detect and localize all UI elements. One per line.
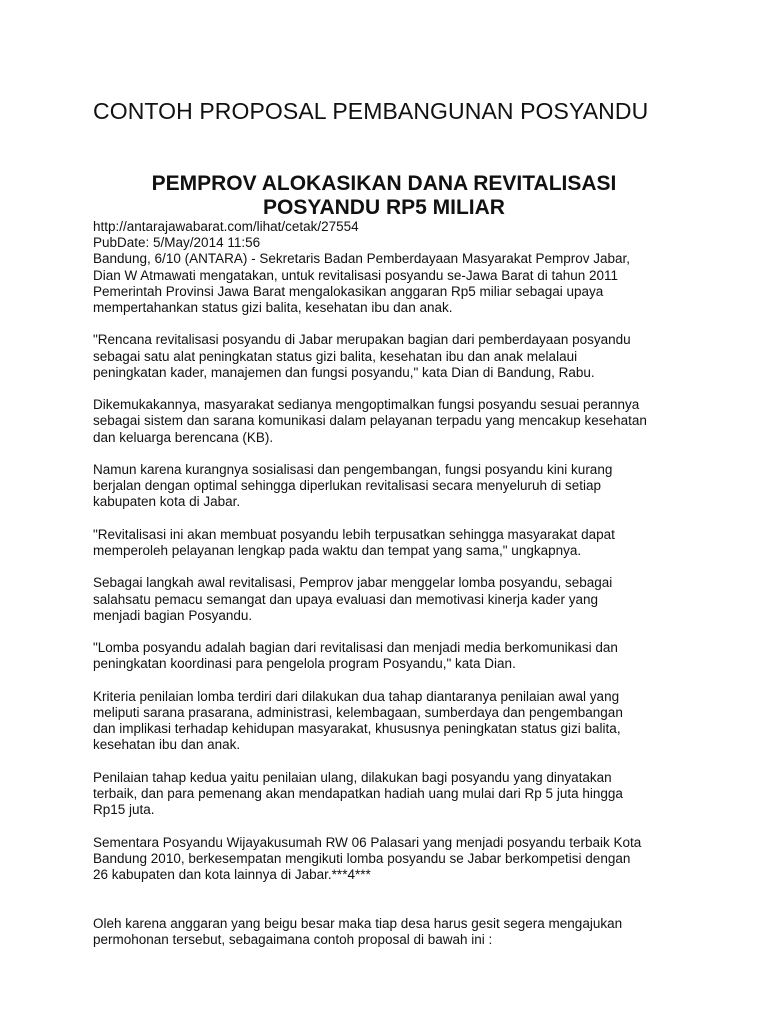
headline-line: POSYANDU RP5 MILIAR — [263, 196, 505, 219]
pubdate-line: PubDate: 5/May/2014 11:56 — [93, 235, 261, 251]
text-line: meliputi sarana prasarana, administrasi, kelembagaan, sumberdaya dan pengembangan — [93, 704, 623, 720]
text-line: mempertahankan status gizi balita, kesehatan ibu dan anak. — [93, 300, 453, 316]
text-line: permohonan tersebut, sebagaimana contoh proposal di bawah ini : — [93, 931, 493, 947]
paragraph — [93, 397, 683, 446]
text-line: dan implikasi terhadap kehidupan masyarakat, khususnya peningkatan status gizi balita, — [93, 721, 621, 737]
text-line: dan keluarga berencana (KB). — [93, 429, 274, 445]
text-line: sebagai satu alat peningkatan status gizi balita, kesehatan ibu dan anak melalaui — [93, 348, 578, 364]
text-line: memperoleh pelayanan lengkap pada waktu dan tempat yang sama," ungkapnya. — [93, 543, 582, 558]
paragraph-closing — [93, 916, 683, 948]
text-line: menjadi bagian Posyandu. — [93, 607, 253, 623]
text-line: 26 kabupaten dan kota lainnya di Jabar.***4*** — [93, 866, 371, 882]
text-line: "Revitalisasi ini akan membuat posyandu lebih terpusatkan sehingga masyarakat dapat — [93, 526, 615, 542]
text-line: Bandung 2010, berkesempatan mengikuti lomba posyandu se Jabar berkompetisi dengan — [93, 850, 631, 866]
text-line: peningkatan koordinasi para pengelola program Posyandu," kata Dian. — [93, 656, 516, 672]
paragraph — [93, 332, 683, 381]
headline-line: PEMPROV ALOKASIKAN DANA REVITALISASI — [151, 172, 617, 195]
document-title: CONTOH PROPOSAL PEMBANGUNAN POSYANDU — [93, 98, 649, 124]
paragraph — [93, 462, 683, 511]
text-line: Namun karena kurangnya sosialisasi dan pengembangan, fungsi posyandu kini kurang — [93, 462, 613, 477]
paragraph — [93, 575, 683, 624]
text-line: Rp15 juta. — [93, 802, 155, 818]
paragraph — [93, 689, 683, 754]
text-line: kesehatan ibu dan anak. — [93, 737, 241, 753]
paragraph-source-and-intro — [93, 219, 683, 316]
text-line: peningkatan kader, manajemen dan fungsi posyandu," kata Dian di Bandung, Rabu. — [93, 364, 595, 380]
text-line: Dian W Atmawati mengatakan, untuk revitalisasi posyandu se-Jawa Barat di tahun 2011 — [93, 267, 619, 283]
text-line: Kriteria penilaian lomba terdiri dari dilakukan dua tahap diantaranya penilaian awal yang — [93, 688, 620, 704]
paragraph — [93, 527, 683, 559]
text-line: Pemerintah Provinsi Jawa Barat mengalokasikan anggaran Rp5 miliar sebagai upaya — [93, 283, 604, 299]
text-line: Sebagai langkah awal revitalisasi, Pemprov jabar menggelar lomba posyandu, sebagai — [93, 575, 613, 591]
text-line: Penilaian tahap kedua yaitu penilaian ulang, dilakukan bagi posyandu yang dinyatakan — [93, 769, 612, 785]
text-line: kabupaten kota di Jabar. — [93, 494, 241, 510]
text-line: Dikemukakannya, masyarakat sedianya mengoptimalkan fungsi posyandu sesuai perannya — [93, 397, 640, 413]
text-line: Sementara Posyandu Wijayakusumah RW 06 Palasari yang menjadi posyandu terbaik Kota — [93, 834, 642, 850]
article-body — [93, 219, 683, 964]
text-line: salahsatu pemacu semangat dan upaya evaluasi dan memotivasi kinerja kader yang — [93, 591, 599, 607]
text-line: berjalan dengan optimal sehingga diperlukan revitalisasi secara menyeluruh di setiap — [93, 478, 602, 494]
text-line: sebagai sistem dan sarana komunikasi dalam pelayanan terpadu yang mencakup kesehatan — [93, 413, 647, 429]
text-line: Bandung, 6/10 (ANTARA) - Sekretaris Badan Pemberdayaan Masyarakat Pemprov Jabar, — [93, 251, 631, 267]
source-url-line: http://antarajawabarat.com/lihat/cetak/27554 — [93, 219, 359, 234]
text-line: "Lomba posyandu adalah bagian dari revitalisasi dan menjadi media berkomunikasi dan — [93, 640, 618, 656]
text-line: "Rencana revitalisasi posyandu di Jabar merupakan bagian dari pemberdayaan posyandu — [93, 332, 631, 348]
paragraph — [93, 640, 683, 672]
paragraph — [93, 770, 683, 819]
paragraph — [93, 835, 683, 884]
text-line: Oleh karena anggaran yang beigu besar maka tiap desa harus gesit segera mengajukan — [93, 915, 623, 931]
text-line: terbaik, dan para pemenang akan mendapatkan hadiah uang mulai dari Rp 5 juta hingga — [93, 785, 623, 801]
article-headline — [93, 172, 675, 220]
